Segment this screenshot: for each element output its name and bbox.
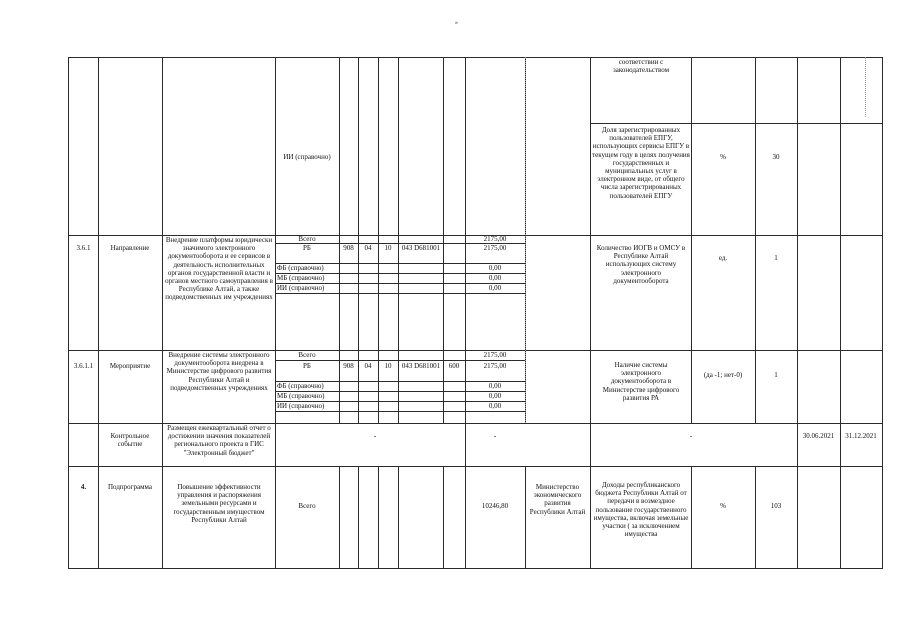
control-event-name: Размещен ежеквартальный отчет о достижении значения показателей регионального проекта в ГИС "Электронный бюджет"	[167, 424, 271, 457]
row-361-rz: 04	[364, 244, 372, 252]
row-3611-grbs: 908	[343, 362, 354, 370]
row-361-source-ii: ИИ (справочно)	[277, 284, 325, 292]
row-4-indicator: Доходы республиканского бюджета Республики Алтай от передачи в возмездное пользование государственного имущества, включая земельные участки ( за исключением имущества	[593, 481, 689, 539]
row-361-source-fb: ФБ (справочно)	[277, 264, 324, 272]
row-3611-amount-total: 2175,00	[483, 351, 507, 359]
row-361-amount-rb: 2175,00	[483, 244, 507, 252]
row-3611-unit: (да -1; нет-0)	[703, 371, 743, 379]
row-4-value: 103	[770, 502, 782, 510]
row-361-value: 1	[774, 254, 778, 262]
row-3611-source-rb: РБ	[303, 362, 311, 370]
row-361-source-total: Всего	[298, 235, 316, 243]
row-3611-kind: Мероприятие	[109, 362, 151, 370]
top-epgu-value: 30	[772, 153, 780, 161]
row-3611-number: 3.6.1.1	[73, 362, 94, 370]
row-3611-amount-ii: 0,00	[488, 402, 502, 410]
row-3611-source-fb: ФБ (справочно)	[277, 382, 324, 390]
row-361-source-rb: РБ	[303, 244, 311, 252]
control-event-dash-3: -	[689, 432, 693, 440]
row-3611-source-mb: МБ (справочно)	[277, 392, 325, 400]
row-361-indicator: Количество ИОГВ и ОМСУ в Республике Алтай использующих систему электронного документооборота	[596, 244, 686, 285]
row-3611-rz: 04	[364, 362, 372, 370]
page-number: »	[455, 20, 458, 26]
row-3611-name: Внедрение системы электронного документооборота внедрена в Министерстве цифрового развития Республики Алтай и подведомственных учреждениях	[166, 351, 272, 392]
row-4-unit: %	[720, 502, 726, 510]
row-3611-amount-fb: 0,00	[488, 382, 502, 390]
top-ii-label: ИИ (справочно)	[283, 153, 331, 161]
row-361-source-mb: МБ (справочно)	[277, 274, 325, 282]
row-3611-amount-rb: 2175,00	[483, 362, 507, 370]
control-event-dash-2: -	[493, 432, 497, 440]
top-epgu-unit: %	[720, 153, 726, 161]
row-3611-source-total: Всего	[298, 351, 316, 359]
row-361-amount-total: 2175,00	[483, 235, 507, 243]
row-4-source-total: Всего	[298, 502, 316, 510]
row-361-kind: Направление	[110, 244, 150, 252]
row-4-kind: Подпрограмма	[107, 483, 153, 491]
control-event-date-end: 31.12.2021	[845, 432, 877, 440]
row-361-grbs: 908	[343, 244, 354, 252]
row-361-amount-fb: 0,00	[488, 264, 502, 272]
control-event-dash-1: -	[373, 432, 377, 440]
row-361-number: 3.6.1	[76, 244, 91, 252]
row-3611-csr: 043 D681001	[401, 362, 441, 370]
row-361-csr: 043 D681001	[401, 244, 441, 252]
row-3611-amount-mb: 0,00	[488, 392, 502, 400]
control-event-date-start: 30.06.2021	[802, 432, 835, 440]
row-361-pr: 10	[384, 244, 392, 252]
row-361-unit: ед.	[718, 254, 728, 262]
control-event-kind: Контрольное событие	[110, 432, 150, 449]
row-361-name: Внедрение платформы юридически значимого электронного документооборота и ее сервисов в деятельность исполнительных органов государственной власти и органов местного самоуправления в Республике Алтай, а также подведомственных им учреждениях	[165, 236, 273, 302]
top-law-text: соответствии с законодательством	[612, 58, 670, 75]
row-3611-vr: 600	[448, 362, 460, 370]
row-4-number: 4.	[80, 483, 87, 491]
row-3611-pr: 10	[384, 362, 392, 370]
row-361-amount-mb: 0,00	[488, 274, 502, 282]
row-3611-source-ii: ИИ (справочно)	[277, 402, 325, 410]
row-4-executor: Министерство экономического развития Республики Алтай	[529, 483, 586, 516]
row-3611-value: 1	[774, 371, 778, 379]
row-361-amount-ii: 0,00	[488, 284, 502, 292]
row-4-name: Повышение эффективности управления и распоряжения земельными ресурсами и государственным имуществом Республики Алтай	[173, 483, 265, 524]
top-epgu-indicator: Доля зарегистрированных пользователей ЕПГУ, использующих сервисы ЕПГУ в текущем году в целях получения государственных и муниципальных услуг в электронном виде, от общего числа зарегистрированных пользователей ЕПГУ	[592, 126, 690, 200]
row-4-amount: 10246,80	[481, 502, 509, 510]
row-3611-indicator: Наличие системы электронного документооборота в Министерстве цифрового развития РА	[602, 361, 680, 402]
